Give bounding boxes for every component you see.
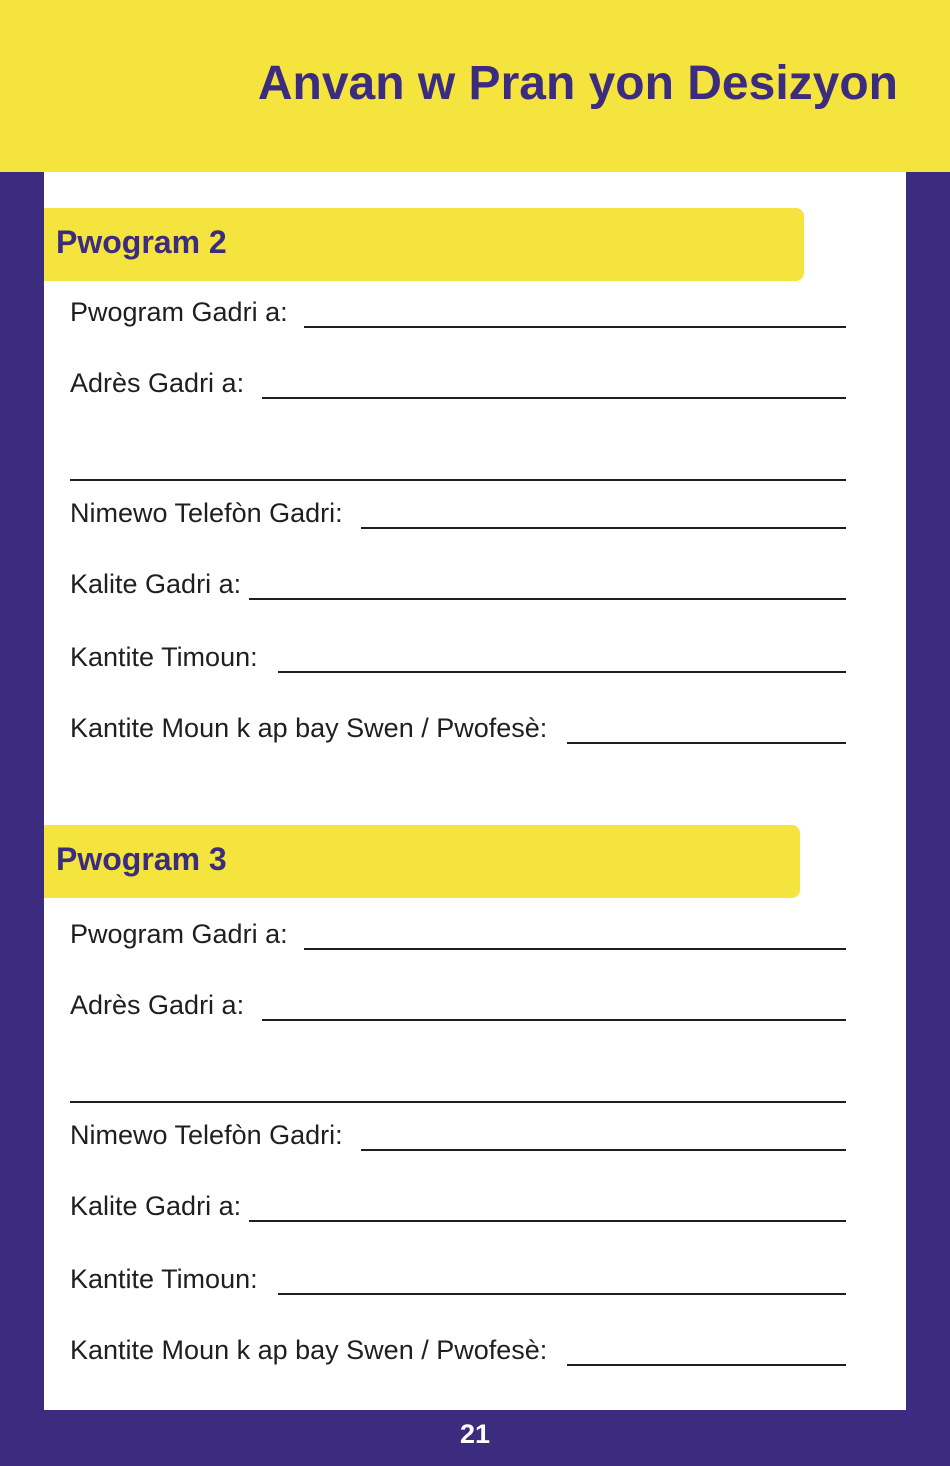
- fill-in-line[interactable]: [262, 1019, 846, 1021]
- field-staff-count: [70, 708, 846, 744]
- fill-in-line[interactable]: [304, 326, 846, 328]
- address-continuation-line[interactable]: [70, 1101, 846, 1103]
- field-program-name: [70, 292, 846, 328]
- fill-in-line[interactable]: [304, 948, 846, 950]
- field-quality: [70, 564, 846, 600]
- field-address: [70, 985, 846, 1021]
- field-label: Adrès Gadri a:: [70, 990, 245, 1020]
- field-children-count: [70, 1259, 846, 1295]
- fill-in-line[interactable]: [361, 1149, 846, 1151]
- section-title: Pwogram 3: [56, 841, 227, 877]
- field-label: Pwogram Gadri a:: [70, 919, 288, 949]
- field-quality: [70, 1186, 846, 1222]
- fill-in-line[interactable]: [249, 598, 846, 600]
- page-header: [0, 0, 950, 172]
- field-label: Nimewo Telefòn Gadri:: [70, 498, 343, 528]
- page-number: 21: [459, 1419, 491, 1449]
- field-label: Kantite Timoun:: [70, 1264, 258, 1294]
- field-label: Kalite Gadri a:: [70, 569, 242, 599]
- field-staff-count: [70, 1330, 846, 1366]
- field-label: Adrès Gadri a:: [70, 368, 245, 398]
- field-label: Kantite Moun k ap bay Swen / Pwofesè:: [70, 1335, 548, 1365]
- field-address: [70, 363, 846, 399]
- fill-in-line[interactable]: [567, 1364, 846, 1366]
- field-program-name: [70, 914, 846, 950]
- fill-in-line[interactable]: [278, 671, 846, 673]
- page-title: Anvan w Pran yon Desizyon: [257, 57, 898, 110]
- field-label: Kantite Moun k ap bay Swen / Pwofesè:: [70, 713, 548, 743]
- section-banner-program-2: [44, 208, 804, 281]
- address-continuation-line[interactable]: [70, 479, 846, 481]
- field-phone: [70, 1115, 846, 1151]
- field-phone: [70, 493, 846, 529]
- field-label: Nimewo Telefòn Gadri:: [70, 1120, 343, 1150]
- fill-in-line[interactable]: [278, 1293, 846, 1295]
- section-title: Pwogram 2: [56, 224, 227, 260]
- fill-in-line[interactable]: [262, 397, 846, 399]
- field-children-count: [70, 637, 846, 673]
- form-panel: [44, 172, 906, 1410]
- field-label: Kantite Timoun:: [70, 642, 258, 672]
- fill-in-line[interactable]: [249, 1220, 846, 1222]
- field-label: Kalite Gadri a:: [70, 1191, 242, 1221]
- section-banner-program-3: [44, 825, 800, 898]
- fill-in-line[interactable]: [361, 527, 846, 529]
- field-label: Pwogram Gadri a:: [70, 297, 288, 327]
- fill-in-line[interactable]: [567, 742, 846, 744]
